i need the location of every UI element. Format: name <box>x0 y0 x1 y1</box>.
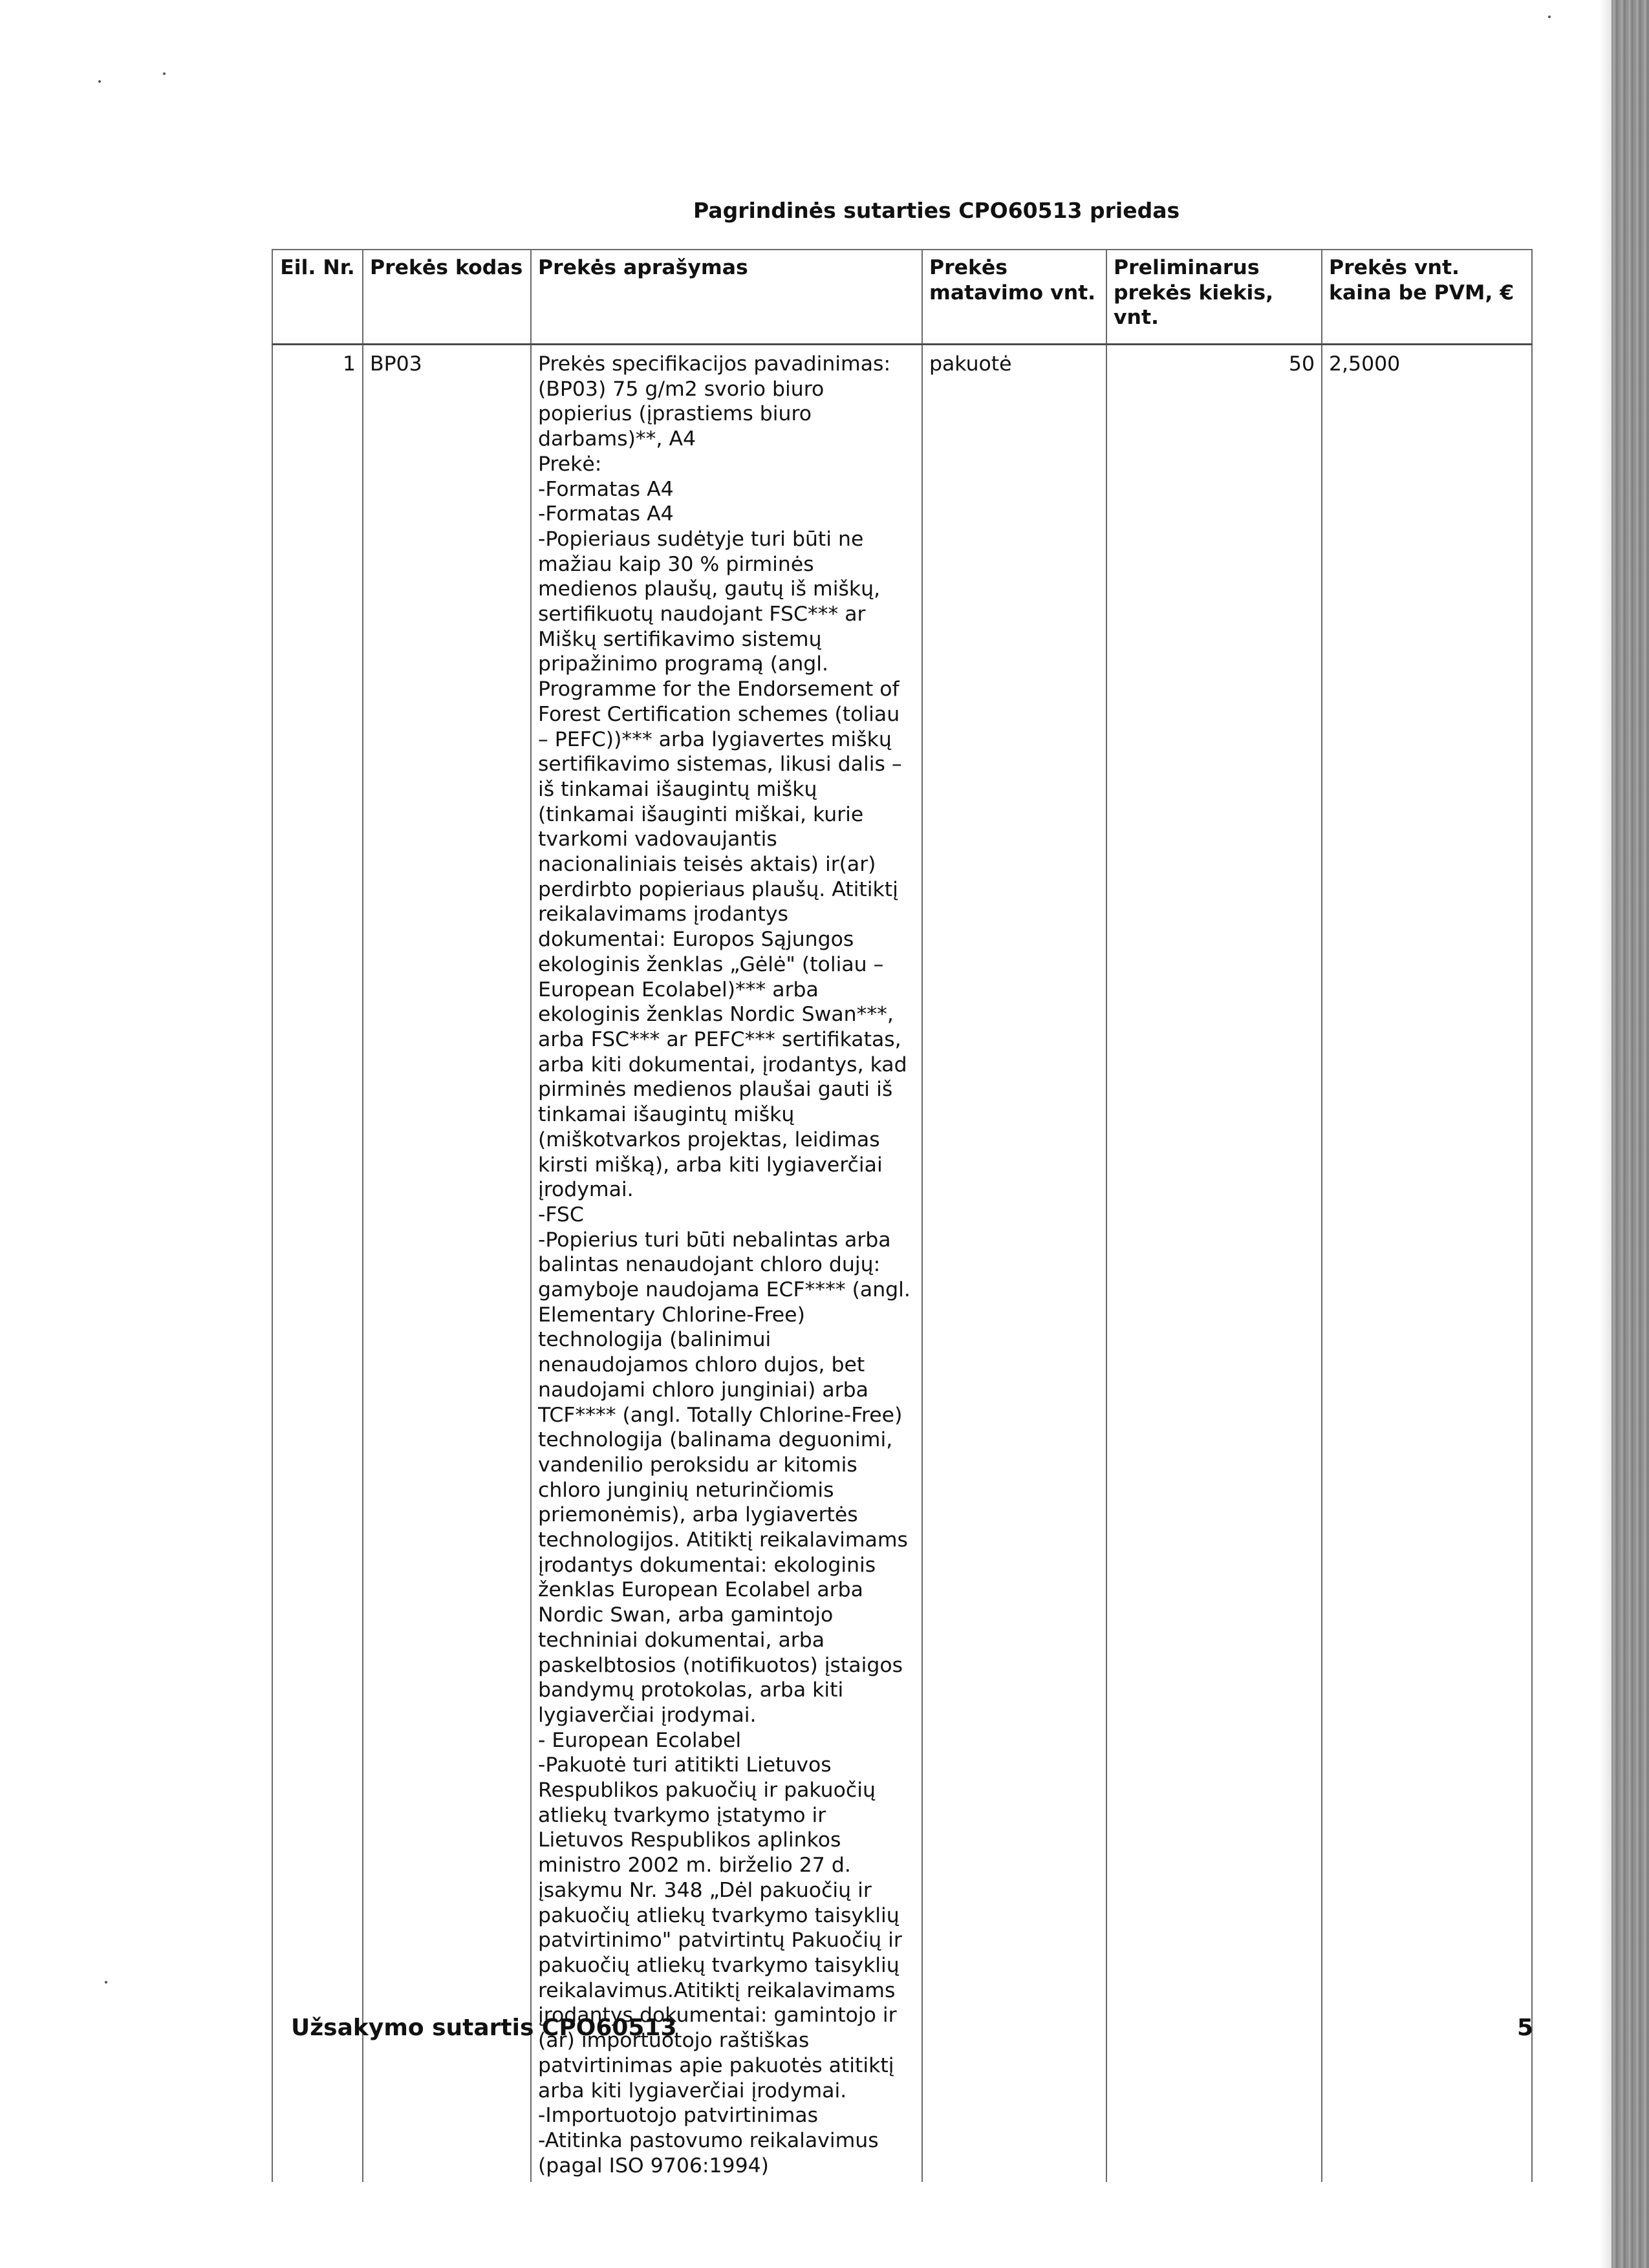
item-price: 2,5000 <box>1322 345 1532 2183</box>
item-quantity: 50 <box>1106 345 1322 2183</box>
header-unit-price: Prekės vnt. kaina be PVM, € <box>1322 250 1532 345</box>
scan-shadow <box>1600 0 1611 2268</box>
table-header-row <box>272 250 1532 345</box>
scan-edge <box>1611 0 1649 2268</box>
row-number: 1 <box>272 345 363 2183</box>
item-code: BP03 <box>363 345 531 2183</box>
item-description: Prekės specifikacijos pavadinimas: (BP03) 75 g/m2 svorio biuro popierius (įprastiems biuro darbams)**, A4 Prekė: -Formatas A4 -Formatas A4 -Popieriaus sudėtyje turi būti ne mažiau kaip 30 % pirminės medienos plaušų, gautų iš miškų, sertifikuotų naudojant FSC*** ar Miškų sertifikavimo sistemų pripažinimo programą (angl. Programme for the Endorsement of Forest Certification schemes (toliau – PEFC))*** arba lygiavertes miškų sertifikavimo sistemas, likusi dalis – iš tinkamai išaugintų miškų (tinkamai išauginti miškai, kurie tvarkomi vadovaujantis nacionaliniais teisės aktais) ir(ar) perdirbto popieriaus plaušų. Atitiktį reikalavimams įrodantys dokumentai: Europos Sąjungos ekologinis ženklas „Gėlė" (toliau – European Ecolabel)*** arba ekologinis ženklas Nordic Swan***, arba FSC*** ar PEFC*** sertifikatas, arba kiti dokumentai, įrodantys, kad pirminės medienos plaušai gauti iš tinkamai išaugintų miškų (miškotvarkos projektas, leidimas kirsti mišką), arba kiti lygiaverčiai įrodymai. -FSC -Popierius turi būti nebalintas arba balintas nenaudojant chloro dujų: gamyboje naudojama ECF**** (angl. Elementary Chlorine-Free) technologija (balinimui nenaudojamos chloro dujos, bet naudojami chloro junginiai) arba TCF**** (angl. Totally Chlorine-Free) technologija (balinama deguonimi, vandenilio peroksidu ar kitomis chloro junginių neturinčiomis priemonėmis), arba lygiavertės technologijos. Atitiktį reikalavimams įrodantys dokumentai: ekologinis ženklas European Ecolabel arba Nordic Swan, arba gamintojo techniniai dokumentai, arba paskelbtosios (notifikuotos) įstaigos bandymų protokolas, arba kiti lygiaverčiai įrodymai. - European Ecolabel -Pakuotė turi atitikti Lietuvos Respublikos pakuočių ir pakuočių atliekų tvarkymo įstatymo ir Lietuvos Respublikos aplinkos ministro 2002 m. birželio 27 d. įsakymu Nr. 348 „Dėl pakuočių ir pakuočių atliekų tvarkymo taisyklių patvirtinimo" patvirtintų Pakuočių ir pakuočių atliekų tvarkymo taisyklių reikalavimus.Atitiktį reikalavimams įrodantys dokumentai: gamintojo ir (ar) importuotojo raštiškas patvirtinimas apie pakuotės atitiktį arba kiti lygiaverčiai įrodymai. -Importuotojo patvirtinimas -Atitinka pastovumo reikalavimus (pagal ISO 9706:1994) <box>531 345 922 2183</box>
items-table <box>272 249 1533 2182</box>
header-item-description: Prekės aprašymas <box>531 250 922 345</box>
header-unit: Prekės matavimo vnt. <box>922 250 1106 345</box>
table-row <box>272 345 1532 2183</box>
scan-speck <box>1548 16 1551 18</box>
scan-speck <box>163 72 166 75</box>
footer-contract: Užsakymo sutartis CPO60513 <box>291 2015 677 2041</box>
scan-speck <box>105 1981 107 1984</box>
document-title: Pagrindinės sutarties CPO60513 priedas <box>693 198 1180 223</box>
item-unit: pakuotė <box>922 345 1106 2183</box>
header-quantity: Preliminarus prekės kiekis, vnt. <box>1106 250 1322 345</box>
header-item-code: Prekės kodas <box>363 250 531 345</box>
page-number: 5 <box>1517 2015 1534 2041</box>
header-row-number: Eil. Nr. <box>272 250 363 345</box>
scan-speck <box>98 80 101 83</box>
